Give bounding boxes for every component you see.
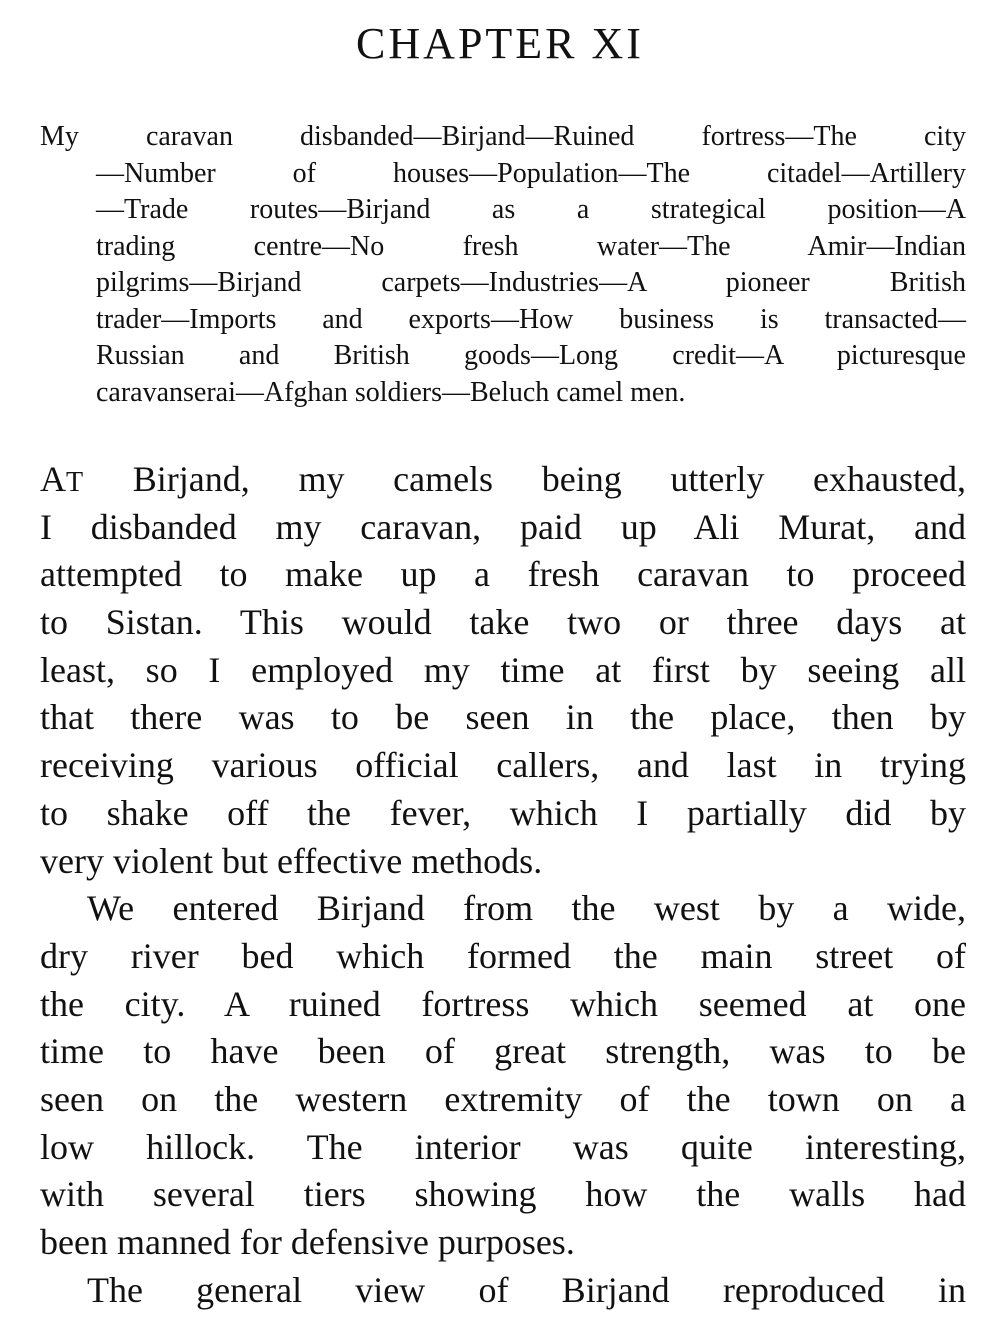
first-word-smallcaps: T [66, 467, 85, 498]
body-line: We entered Birjand from the west by a wide, [87, 888, 966, 929]
first-line-rest: Birjand, my camels being utterly exhausted, [84, 459, 966, 499]
summary-line: trader—Imports and exports—How business is transacted— [96, 303, 966, 335]
summary-line: Russian and British goods—Long credit—A picturesque [96, 340, 966, 371]
first-word-initial: A [40, 459, 66, 499]
body-line: time to have been of great strength, was to be [40, 1031, 966, 1072]
body-line: the city. A ruined fortress which seemed at one [40, 983, 966, 1024]
summary-line: —Number of houses—Population—The citadel—Artillery [96, 157, 966, 189]
chapter-title: CHAPTER XI [356, 19, 644, 68]
body-line: seen on the western extremity of the town on a [40, 1078, 966, 1119]
body-line: least, so I employed my time at first by seeing all [40, 649, 966, 690]
body-line: The general view of Birjand reproduced in [87, 1269, 966, 1310]
body-line: to shake off the fever, which I partially did by [40, 792, 966, 833]
body-line: attempted to make up a fresh caravan to proceed [40, 554, 966, 595]
body-line: receiving various official callers, and last in trying [40, 745, 966, 786]
summary-line: My caravan disbanded—Birjand—Ruined fortress—The city [40, 121, 966, 152]
summary-line: pilgrims—Birjand carpets—Industries—A pioneer British [96, 267, 966, 298]
body-line: been manned for defensive purposes. [40, 1222, 575, 1262]
body-line: dry river bed which formed the main street of [40, 935, 966, 976]
body-line: to Sistan. This would take two or three days at [40, 602, 966, 643]
body-line: very violent but effective methods. [40, 840, 543, 881]
body-line-first [40, 456, 966, 504]
chapter-summary [40, 119, 966, 411]
summary-line: —Trade routes—Birjand as a strategical position—A [96, 194, 966, 225]
summary-line: caravanserai—Afghan soldiers—Beluch camel men. [96, 376, 686, 408]
summary-line: trading centre—No fresh water—The Amir—Indian [96, 230, 966, 262]
body-text [40, 456, 966, 1314]
body-line: with several tiers showing how the walls had [40, 1174, 966, 1215]
body-line: low hillock. The interior was quite interesting, [40, 1126, 966, 1167]
body-line: I disbanded my caravan, paid up Ali Murat, and [40, 506, 966, 547]
body-line: that there was to be seen in the place, then by [40, 697, 966, 738]
